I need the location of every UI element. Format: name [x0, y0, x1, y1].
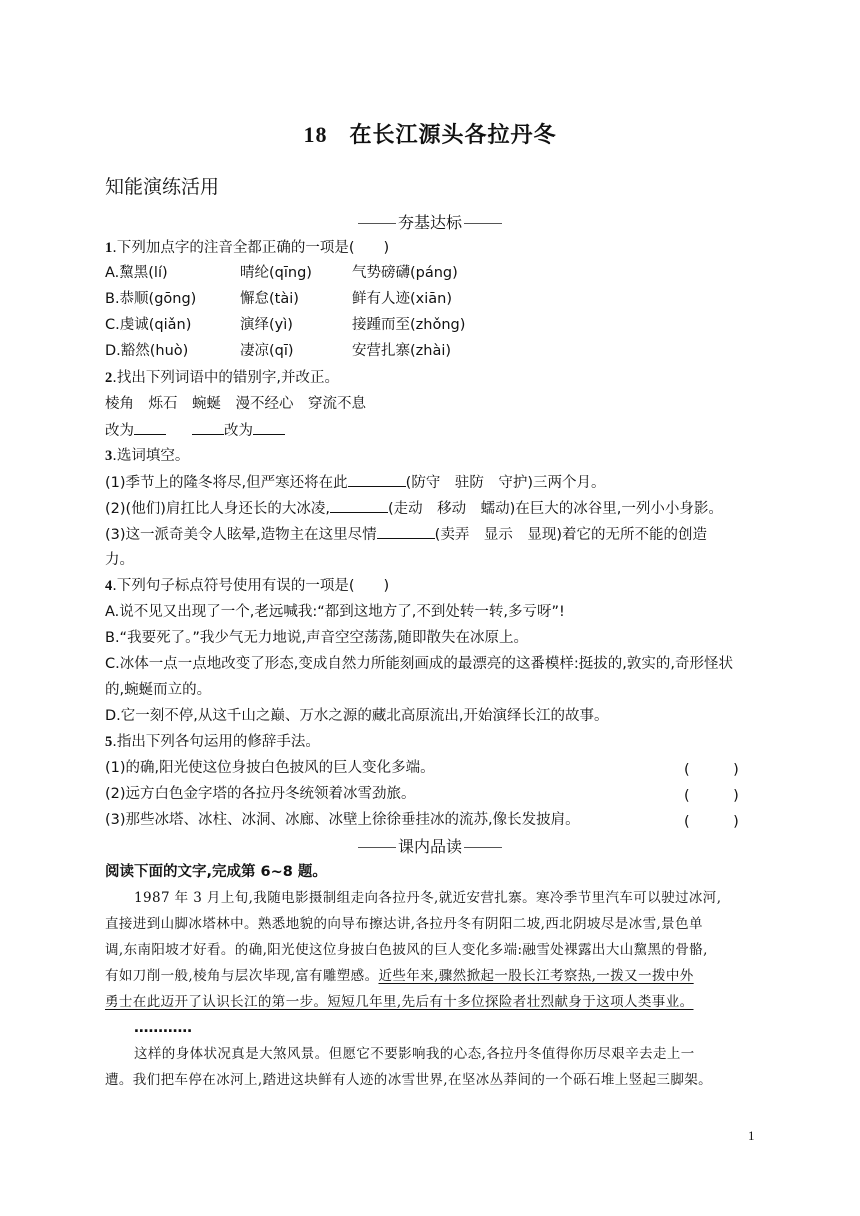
q3-s2-b: (走动 移动 蠕动)在巨大的冰谷里,一列小小身影。: [387, 501, 723, 517]
passage-line-3: 调,东南阳坡才好看。的确,阳光使这位身披白色披风的巨人变化多端:融雪处裸露出大山黧黑的骨骼,: [105, 942, 708, 958]
q5-answer-2[interactable]: ( ): [684, 788, 739, 804]
q5-answer-1[interactable]: ( ): [684, 762, 739, 778]
q3-s3-b: (卖弄 显示 显现)着它的无所不能的创造: [434, 527, 707, 543]
q1-d-3: 安营扎寨(zhài): [352, 343, 452, 359]
banner-line-left: [358, 223, 396, 224]
passage-line-1: 1987 年 3 月上旬,我随电影摄制组走向各拉丹冬,就近安营扎寨。寒冷季节里汽车可以驶过冰河,: [134, 890, 722, 906]
q1-option-c: [105, 315, 465, 335]
q5-s3: (3)那些冰塔、冰柱、冰洞、冰廊、冰壁上徐徐垂挂冰的流苏,像长发披肩。: [105, 812, 580, 828]
passage-line-5: [105, 992, 694, 1012]
q3-s1-a: (1)季节上的隆冬将尽,但严寒还将在此: [105, 475, 348, 491]
q1-d-1: D.豁然(huò): [105, 343, 189, 359]
q1-b-3: 鲜有人迹(xiān): [352, 291, 452, 307]
lesson-title: [0, 118, 860, 149]
q3-stem-text: .选词填空。: [112, 448, 190, 464]
passage-line-2: 直接进到山脚冰塔林中。熟悉地貌的向导布擦达讲,各拉丹冬有阴阳二坡,西北阴坡尽是冰雪,景色单: [105, 916, 703, 932]
passage-line-4a: 有如刀削一般,棱角与层次毕现,富有雕塑感。: [105, 968, 379, 984]
q5-stem-text: .指出下列各句运用的修辞手法。: [112, 734, 320, 750]
banner-reading: [0, 834, 860, 857]
passage-line-6: 这样的身体状况真是大煞风景。但愿它不要影响我的心态,各拉丹冬值得你历尽艰辛去走上一: [134, 1046, 695, 1062]
banner-basic: [0, 210, 860, 233]
q1-c-3: 接踵而至(zhǒng): [352, 317, 466, 333]
q1-c-1: C.虔诚(qiǎn): [105, 317, 192, 333]
banner-basic-label: 夯基达标: [397, 213, 462, 232]
q4-option-c: C.冰体一点一点地改变了形态,变成自然力所能刻画成的最漂亮的这番模样:挺拔的,敦实的,奇形怪状: [105, 656, 733, 672]
q3-s2-a: (2)(他们)肩扛比人身还长的大冰凌,: [105, 501, 330, 517]
q3-blank-3[interactable]: [377, 524, 435, 539]
q1-stem-text: .下列加点字的注音全都正确的一项是( ): [112, 240, 390, 256]
lesson-title-text: 在长江源头各拉丹冬: [349, 123, 557, 148]
passage-underlined-1: 近些年来,骤然掀起一股长江考察热,一拨又一拨中外: [378, 968, 694, 984]
q2-fix2-label: 改为: [224, 423, 253, 439]
q2-blank-3[interactable]: [253, 420, 285, 435]
section-heading: 知能演练活用: [105, 176, 220, 198]
q5-s2: (2)远方白色金字塔的各拉丹冬统领着冰雪劲旅。: [105, 786, 416, 802]
q1-d-2: 凄凉(qī): [240, 343, 294, 359]
q4-number: 4: [105, 578, 113, 594]
q2-stem-text: .找出下列词语中的错别字,并改正。: [112, 370, 339, 386]
passage-underlined-2: 勇士在此迈开了认识长江的第一步。短短几年里,先后有十多位探险者壮烈献身于这项人类事业。: [105, 994, 694, 1010]
q5-s1: (1)的确,阳光使这位身披白色披风的巨人变化多端。: [105, 760, 435, 776]
q3-stem: [105, 446, 189, 466]
q2-answer-line: [105, 420, 285, 441]
q3-blank-2[interactable]: [330, 498, 388, 513]
q2-fix1-label: 改为: [105, 423, 134, 439]
q1-a-1: A.黧黑(lí): [105, 265, 168, 281]
q3-s3: [105, 524, 707, 545]
q3-s1-b: (防守 驻防 守护)三两个月。: [405, 475, 606, 491]
q1-stem: [105, 238, 389, 258]
q3-s3-a: (3)这一派奇美令人眩晕,造物主在这里尽情: [105, 527, 377, 543]
page-number: 1: [748, 1128, 755, 1143]
banner2-line-right: [464, 847, 502, 848]
q4-stem: [105, 576, 389, 596]
q4-option-a: A.说不见又出现了一个,老远喊我:“都到这地方了,不到处转一转,多亏呀”!: [105, 604, 565, 620]
banner-reading-label: 课内品读: [397, 837, 462, 856]
q2-blank-2[interactable]: [192, 420, 224, 435]
q1-b-1: B.恭顺(gōng): [105, 291, 197, 307]
q5-stem: [105, 732, 320, 752]
q1-c-2: 演绎(yì): [240, 317, 293, 333]
q1-option-d: [105, 341, 451, 361]
banner-line-right: [464, 223, 502, 224]
reading-instruction: 阅读下面的文字,完成第 6~8 题。: [105, 864, 327, 880]
passage-ellipsis: …………: [134, 1020, 192, 1036]
q2-stem: [105, 368, 339, 388]
q2-words: 棱角 烁石 蜿蜒 漫不经心 穿流不息: [105, 396, 366, 412]
q3-s2: [105, 498, 723, 519]
q1-option-a: [105, 263, 458, 283]
q3-s3-cont: 力。: [105, 552, 134, 568]
q4-option-c-cont: 的,蜿蜒而立的。: [105, 682, 212, 698]
q4-option-d: D.它一刻不停,从这千山之巅、万水之源的藏北高原流出,开始演绎长江的故事。: [105, 708, 609, 724]
q2-number: 2: [105, 370, 113, 386]
q3-number: 3: [105, 448, 113, 464]
q2-blank-1[interactable]: [134, 420, 166, 435]
q3-s1: [105, 472, 605, 493]
q1-b-2: 懈怠(tài): [240, 291, 299, 307]
q5-number: 5: [105, 734, 113, 750]
q1-number: 1: [105, 240, 113, 256]
passage-line-4: [105, 966, 694, 986]
q1-a-3: 气势磅礴(páng): [352, 265, 458, 281]
lesson-number: 18: [303, 122, 328, 147]
q3-blank-1[interactable]: [348, 472, 406, 487]
banner2-line-left: [358, 847, 396, 848]
q1-option-b: [105, 289, 452, 309]
passage-line-7: 遭。我们把车停在冰河上,踏进这块鲜有人迹的冰雪世界,在坚冰丛莽间的一个砾石堆上竖起三脚架。: [105, 1072, 713, 1088]
q5-answer-3[interactable]: ( ): [684, 814, 739, 830]
q4-option-b: B.“我要死了。”我少气无力地说,声音空空荡荡,随即散失在冰原上。: [105, 630, 529, 646]
q4-stem-text: .下列句子标点符号使用有误的一项是( ): [112, 578, 390, 594]
q1-a-2: 晴纶(qīng): [240, 265, 312, 281]
